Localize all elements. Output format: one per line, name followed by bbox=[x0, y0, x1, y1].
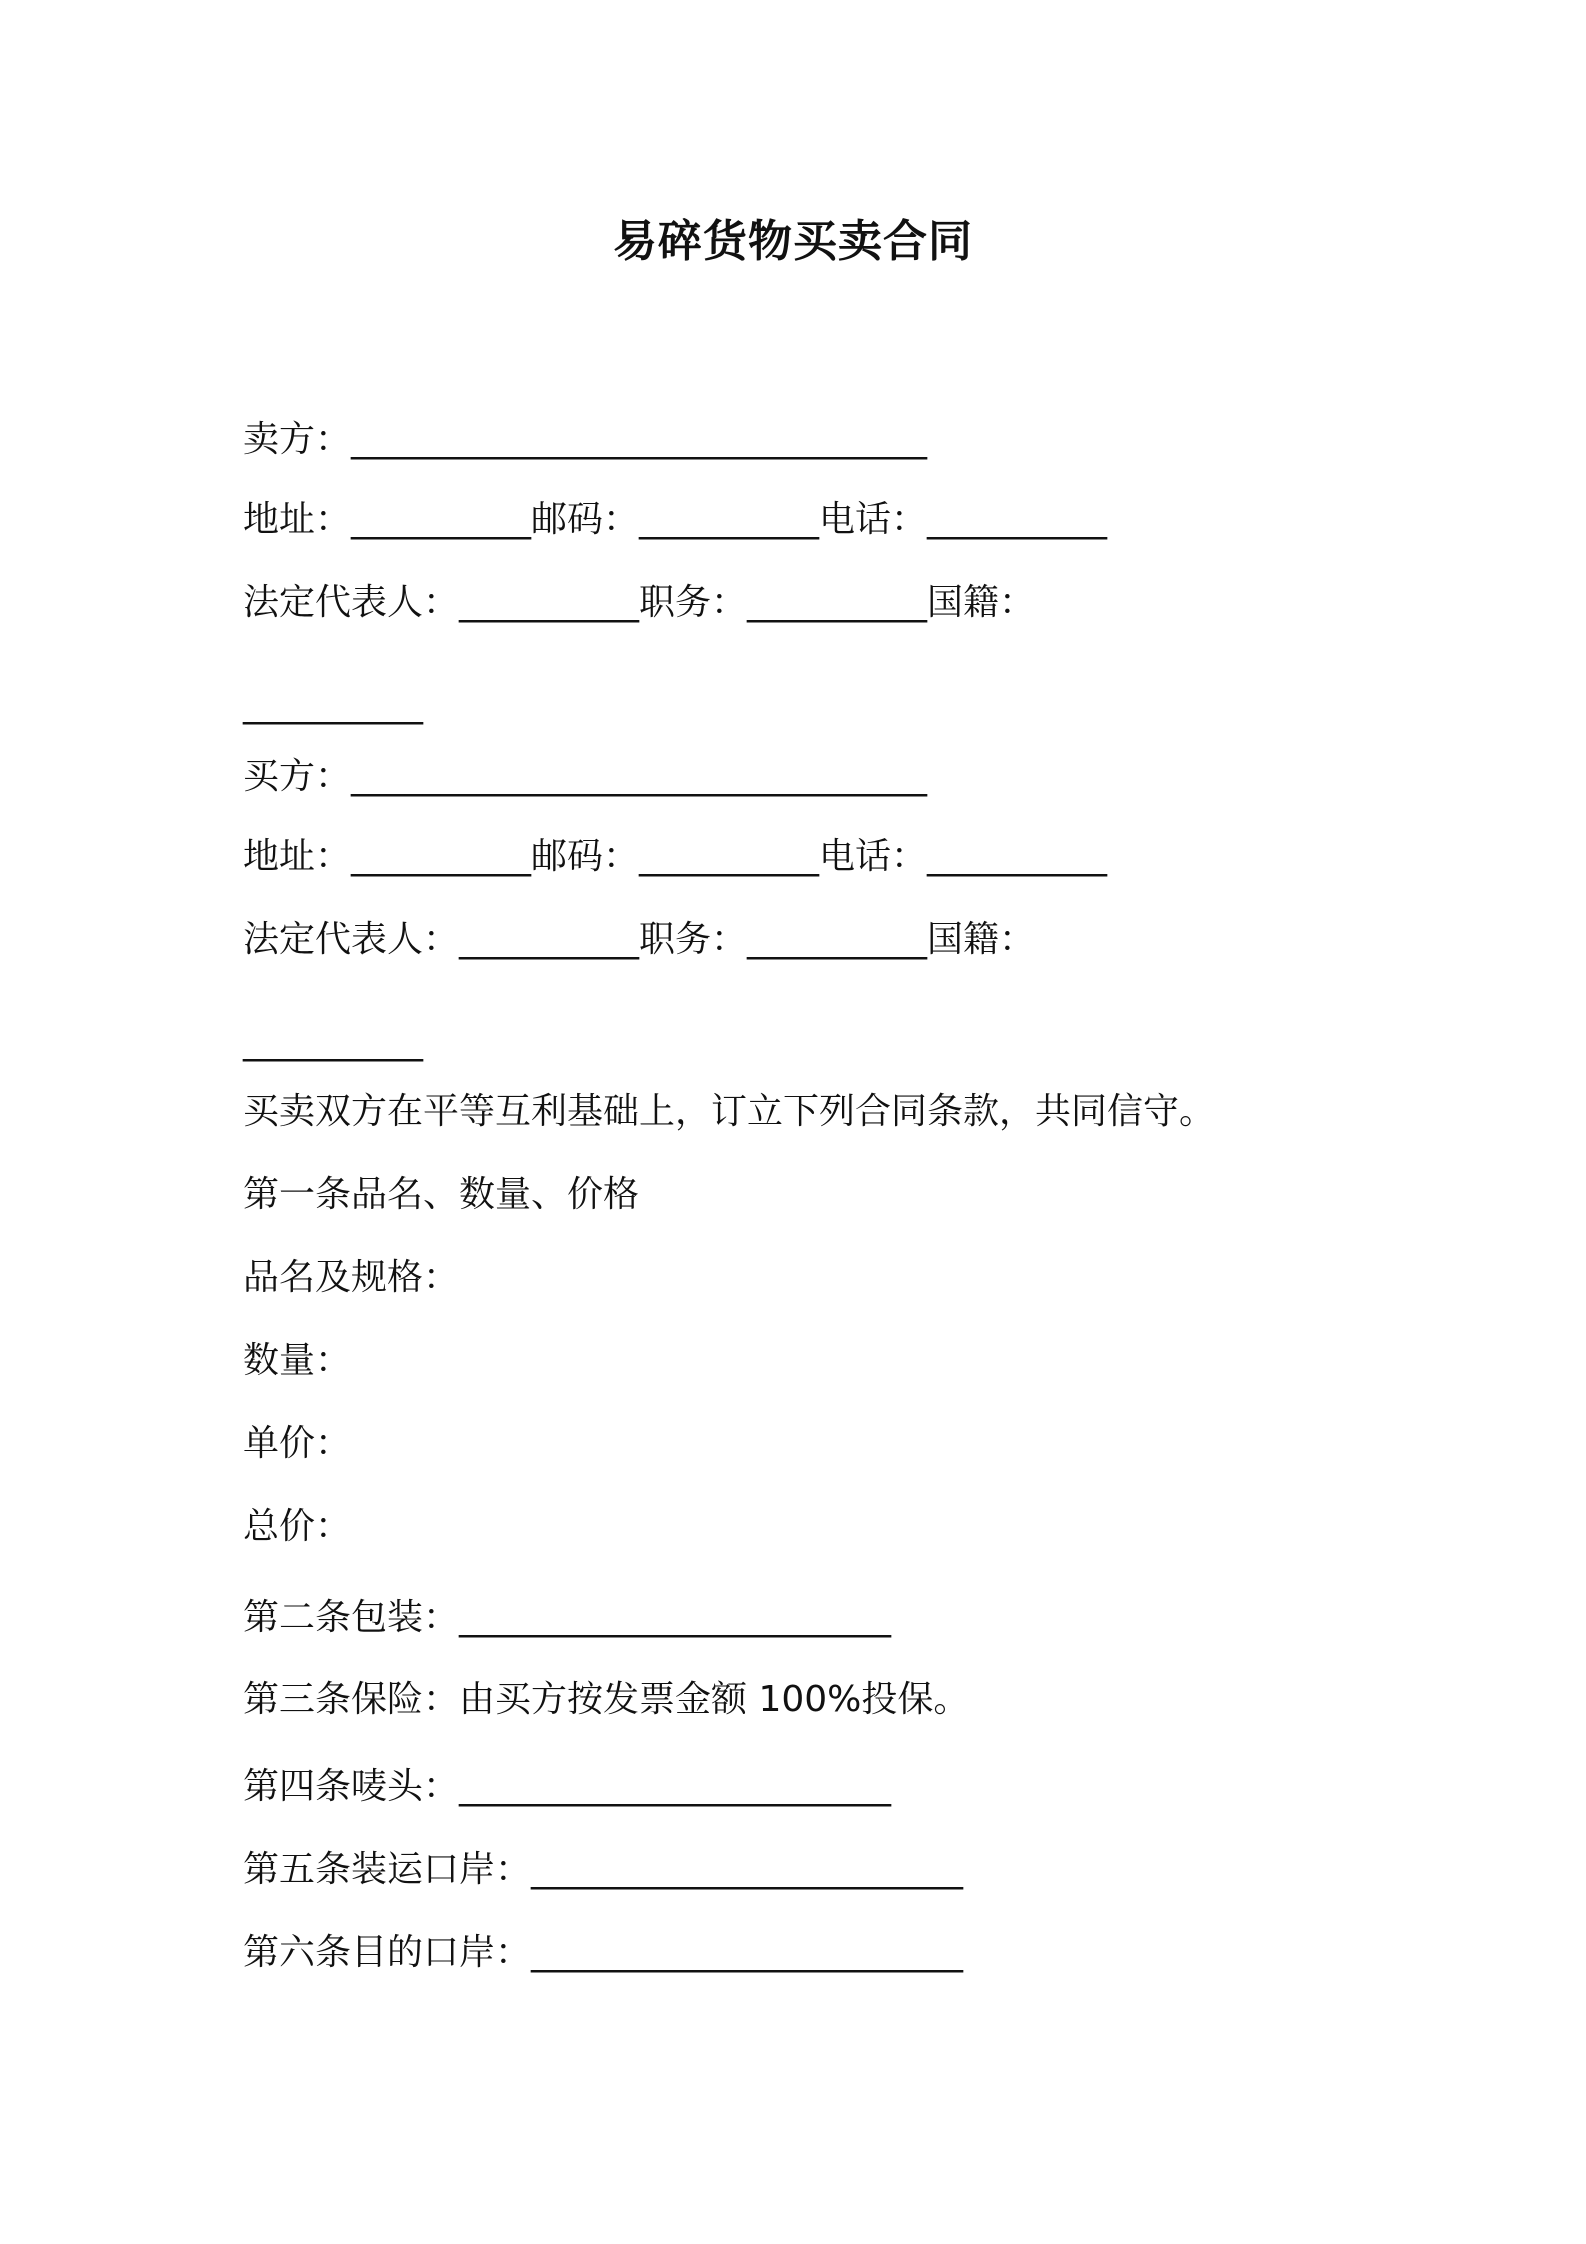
buyer-representative-line: 法定代表人：__________职务：__________国籍： bbox=[243, 919, 1036, 960]
article-4-shipping-marks: 第四条唛头：________________________ bbox=[243, 1766, 892, 1807]
seller-representative-line: 法定代表人：__________职务：__________国籍： bbox=[243, 582, 1036, 623]
product-name-spec-label: 品名及规格： bbox=[243, 1257, 460, 1298]
document-title: 易碎货物买卖合同 bbox=[613, 216, 973, 267]
seller-line: 卖方：________________________________ bbox=[243, 419, 928, 460]
total-price-label: 总价： bbox=[243, 1506, 352, 1547]
agreement-preamble: 买卖双方在平等互利基础上，订立下列合同条款，共同信守。 bbox=[243, 1091, 1216, 1132]
article-2-packing: 第二条包装：________________________ bbox=[243, 1597, 892, 1638]
article-5-port-of-loading: 第五条装运口岸：________________________ bbox=[243, 1849, 964, 1890]
seller-nationality-blank: __________ bbox=[243, 684, 423, 725]
buyer-nationality-blank: __________ bbox=[243, 1021, 423, 1062]
seller-address-line: 地址：__________邮码：__________电话：__________ bbox=[243, 499, 1108, 540]
buyer-address-line: 地址：__________邮码：__________电话：__________ bbox=[243, 836, 1108, 877]
buyer-line: 买方：________________________________ bbox=[243, 756, 928, 797]
quantity-label: 数量： bbox=[243, 1340, 352, 1381]
article-1-heading: 第一条品名、数量、价格 bbox=[243, 1174, 640, 1215]
article-3-insurance: 第三条保险：由买方按发票金额 100%投保。 bbox=[243, 1679, 970, 1720]
article-6-port-of-destination: 第六条目的口岸：________________________ bbox=[243, 1932, 964, 1973]
unit-price-label: 单价： bbox=[243, 1423, 352, 1464]
